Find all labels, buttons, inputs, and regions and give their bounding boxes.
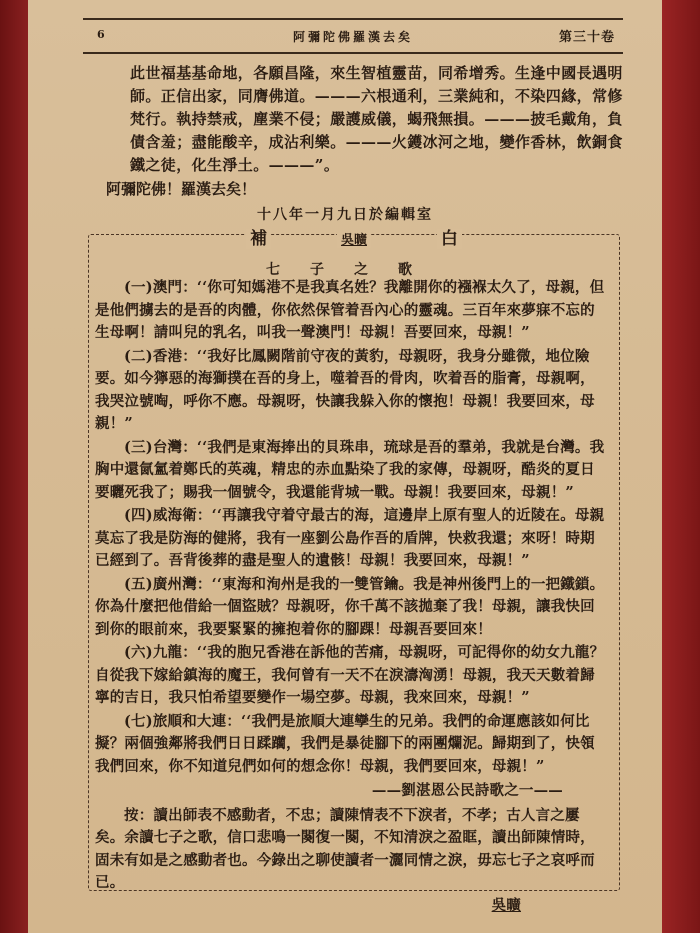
stanza <box>95 574 609 642</box>
binding-right <box>662 0 700 933</box>
stanza <box>95 437 609 505</box>
stanza-label: (七)旅順和大連： <box>124 712 242 730</box>
stanza <box>95 346 609 436</box>
binding-left <box>0 0 28 933</box>
stanza <box>95 711 609 779</box>
attribution: ——劉湛恩公民詩歌之一—— <box>371 782 563 799</box>
stanza-text: ‘‘東海和洵州是我的一雙管鑰。我是神州後門上的一把鐵鎖。你為什麼把他借給一個盜賊？母親呀，你千萬不該拋棄了我！母親，讓我快回到你的眼前來，我要緊緊的擁抱着你的腳踝！母親吾要回來！ <box>95 575 605 638</box>
stanza-text: ‘‘我們是東海捧出的貝珠串，琉球是吾的羣弟，我就是台灣。我胸中還氤氳着鄭氏的英魂，精忠的赤血點染了我的家傳，母親呀，酷炎的夏日要曬死我了；賜我一個號令，我還能背城一戰。母親！我要回來，母親！” <box>95 438 605 501</box>
intro-text <box>108 62 653 177</box>
stanza-label: (四)威海衛： <box>124 507 212 524</box>
stanza-text: ‘‘我的胞兄香港在訴他的苦痛，母親呀，可記得你的幼女九龍？自從我下嫁給鎮海的魔王，我何曾有一天不在淚濤洶湧！母親，我天天數着歸寧的吉日，我只怕希望要變作一場空夢。母親，我來回來，母親！” <box>95 644 605 706</box>
stanza-label: (一)澳門： <box>124 279 197 296</box>
stanza-text: ‘‘再讓我守着守最古的海，這邊岸上原有聖人的近陵在。母親莫忘了我是防海的健將，我有一座劉公島作吾的盾牌，快救我還；來呀！時期已經到了。吾背後葬的盡是聖人的遺骸！母親！我要回來，母親！” <box>95 507 605 569</box>
song-title: 七子之歌 <box>266 262 442 278</box>
intro-line: 師。正信出家，同膺佛道。———六根通利，三業純和，不染四緣，常修 <box>130 87 623 105</box>
stanza-text: ‘‘我好比鳳闕階前守夜的黃豹，母親呀，我身分雖微，地位險要。如今獰惡的海獅撲在吾的身上，噬着吾的骨肉，吹着吾的脂膏，母親啊，我哭泣號啕，呼你不應。母親呀，快讓我躲入你的懷抱！母親！我要回來，母親！” <box>95 347 595 432</box>
running-header <box>83 18 623 54</box>
stanza-text: ‘‘你可知媽港不是我真名姓？我離開你的襁褓太久了，母親，但是他們擄去的是吾的肉體，你依然保管着吾內心的靈魂。三百年來夢寐不忘的生母啊！請叫兒的乳名，叫我一聲澳門！母親！吾要回來，母親！” <box>95 279 605 341</box>
intro-line: 鐵之徒，化生淨土。———”。 <box>130 156 340 174</box>
closing-line: 阿彌陀佛！羅漢去矣！ <box>106 180 257 198</box>
box-title-right: 白 <box>437 229 462 249</box>
stanza <box>95 642 609 710</box>
stanza <box>95 505 609 573</box>
box-title-left: 補 <box>246 229 271 249</box>
stanza-list <box>95 277 609 917</box>
dateline: 十八年一月九日於編輯室 <box>257 207 433 223</box>
box-title <box>89 224 619 249</box>
stanza-label: (五)廣州灣： <box>124 575 212 593</box>
page-number: 6 <box>97 28 105 41</box>
poem-box <box>88 229 620 914</box>
box-title-author: 吳曠 <box>337 233 371 248</box>
signature: 吳曠 <box>491 896 521 914</box>
stanza-label: (二)香港： <box>124 347 197 365</box>
intro-line: 此世福基基命地，各願昌隆，來生智植靈苗，同希增秀。生逢中國長遇明 <box>130 64 623 82</box>
editor-note: 按：讀出師表不感動者，不忠；讀陳情表不下淚者，不孝；古人言之屢矣。余讀七子之歌，信口悲鳴一闋復一闋，不知清淚之盈眶，讀出師陳情時，固未有如是之感動者也。今錄出之聊使讀者一灑同情之淚，毋忘七子之哀呼而已。 <box>95 806 595 891</box>
header-title: 阿彌陀佛羅漢去矣 <box>292 30 413 44</box>
stanza <box>95 277 609 345</box>
document-page <box>28 0 662 933</box>
intro-line: 梵行。執持禁戒，塵業不侵；嚴護威儀，蝎飛無損。———披毛戴角，負 <box>130 110 623 128</box>
volume-label: 第三十卷 <box>558 30 615 45</box>
intro-line: 債含羞；盡能酸辛，成沾利樂。———火鑊冰河之地，變作香林，飲銅食 <box>130 133 623 151</box>
stanza-text: ‘‘我們是旅順大連孿生的兄弟。我們的命運應該如何比擬？兩個強鄰將我們日日蹂躪，我們是暴徒腳下的兩團爛泥。歸期到了，快領我們回來，你不知道兒們如何的想念你！母親，我們要回來，母親！” <box>95 712 595 775</box>
stanza-label: (三)台灣： <box>124 438 197 456</box>
stanza-label: (六)九龍： <box>124 644 197 661</box>
